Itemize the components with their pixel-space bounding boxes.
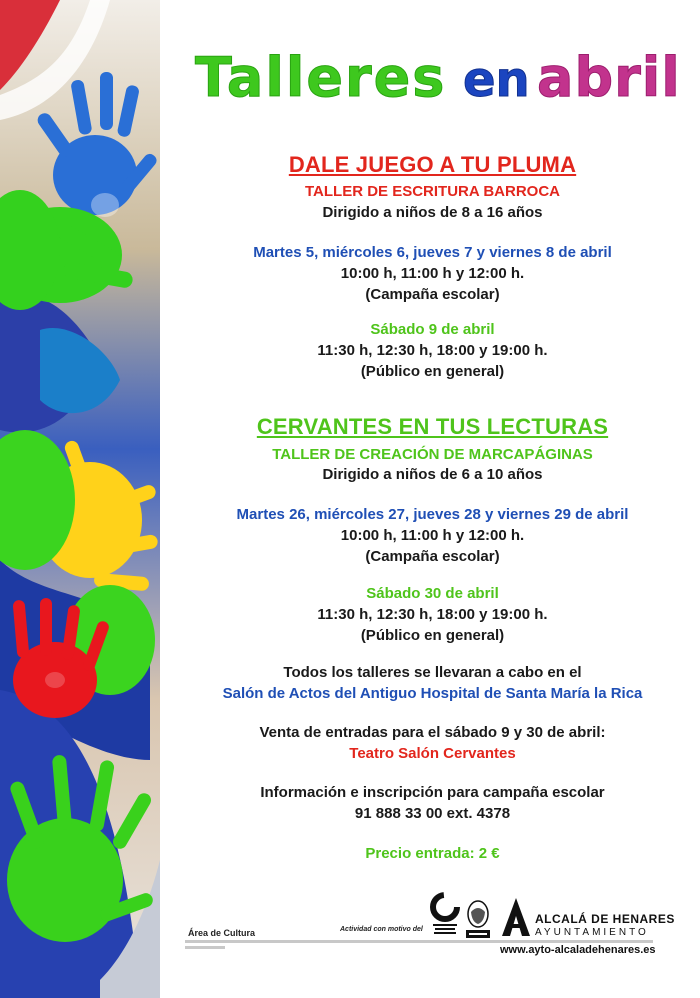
workshop1-heading: DALE JUEGO A TU PLUMA [288, 152, 577, 177]
workshop1-weekday-dates: Martes 5, miércoles 6, jueves 7 y viernes 8 de abril [253, 244, 612, 261]
workshop1-weekday-note: (Campaña escolar) [365, 286, 500, 303]
painted-hands-artwork [0, 0, 160, 998]
ticket-price: Precio entrada: 2 € [365, 845, 500, 862]
workshop1-saturday-date: Sábado 9 de abril [370, 321, 495, 338]
workshop2-heading: CERVANTES EN TUS LECTURAS [256, 414, 609, 439]
ayuntamiento-city-name: ALCALÁ DE HENARES [535, 912, 675, 926]
location-intro: Todos los talleres se llevaran a cabo en el [283, 664, 582, 681]
workshop1-saturday-times: 11:30 h, 12:30 h, 18:00 y 19:00 h. [317, 342, 548, 359]
title-word-abril: abril [537, 46, 681, 109]
workshop2-weekday-dates: Martes 26, miércoles 27, jueves 28 y viernes 29 de abril [236, 506, 629, 523]
title-word-talleres: Talleres [195, 46, 447, 109]
title-word-en: en [463, 52, 530, 108]
area-cultura-label: Área de Cultura [188, 928, 256, 938]
footer-divider [185, 940, 653, 943]
website-url: www.ayto-alcaladehenares.es [500, 944, 656, 956]
alcala-a-logo [500, 896, 532, 940]
workshop2-saturday-note: (Público en general) [360, 627, 505, 644]
workshop2-weekday-times: 10:00 h, 11:00 h y 12:00 h. [340, 527, 525, 544]
tickets-intro: Venta de entradas para el sábado 9 y 30 de abril: [259, 724, 606, 741]
ayuntamiento-label: AYUNTAMIENTO [535, 927, 649, 938]
workshop2-saturday-times: 11:30 h, 12:30 h, 18:00 y 19:00 h. [317, 606, 548, 623]
tickets-place: Teatro Salón Cervantes [349, 745, 516, 762]
poster-content [165, 0, 700, 998]
workshop1-audience: Dirigido a niños de 8 a 16 años [322, 204, 543, 221]
workshop1-saturday-note: (Público en general) [360, 363, 505, 380]
cervantes-portrait-logo [464, 898, 492, 940]
workshop2-saturday-date: Sábado 30 de abril [366, 585, 499, 602]
workshop1-subtitle: TALLER DE ESCRITURA BARROCA [305, 183, 560, 200]
footer-divider-short [185, 946, 225, 949]
workshop2-audience: Dirigido a niños de 6 a 10 años [322, 466, 543, 483]
actividad-label: Actividad con motivo del [340, 926, 423, 933]
workshop1-weekday-times: 10:00 h, 11:00 h y 12:00 h. [340, 265, 525, 282]
workshop2-subtitle: TALLER DE CREACIÓN DE MARCAPÁGINAS [272, 446, 593, 463]
registration-info: Información e inscripción para campaña escolar [260, 784, 605, 801]
poster-footer [160, 880, 700, 998]
location-name: Salón de Actos del Antiguo Hospital de Santa María la Rica [222, 685, 643, 702]
poster-title [165, 38, 700, 118]
hands-illustration [0, 0, 160, 998]
registration-phone: 91 888 33 00 ext. 4378 [354, 805, 511, 822]
workshop2-weekday-note: (Campaña escolar) [365, 548, 500, 565]
cervantes-anniversary-logo [430, 892, 460, 938]
